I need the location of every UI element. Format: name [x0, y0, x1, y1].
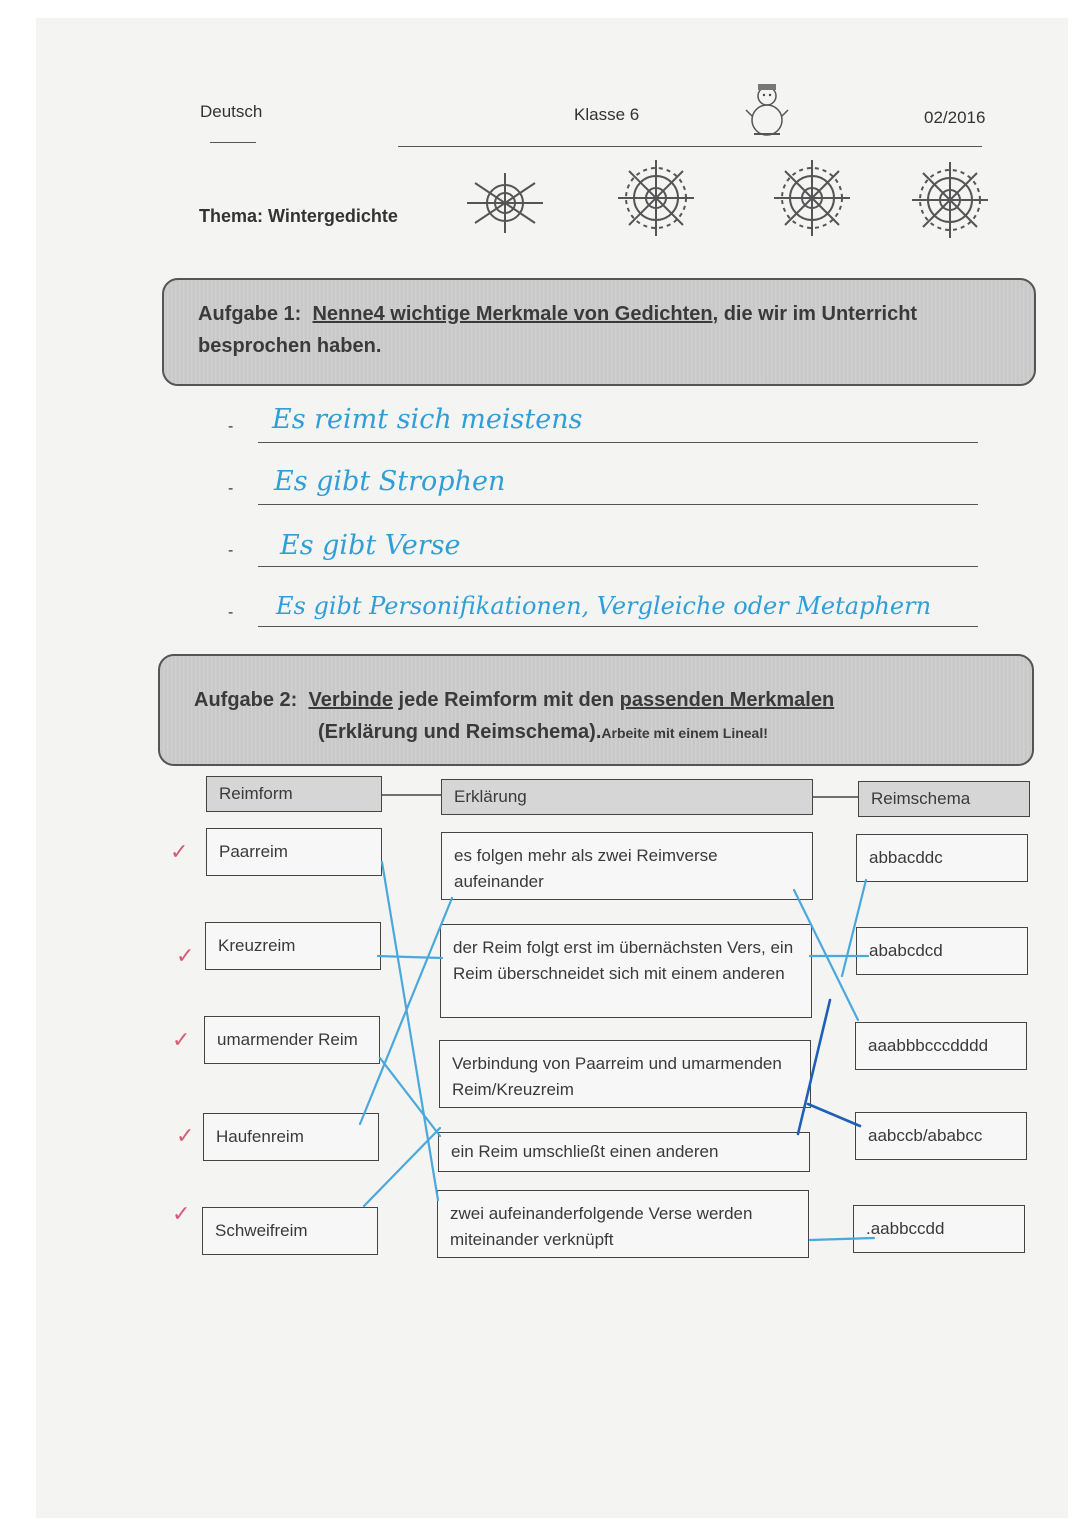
pen-line — [810, 1238, 874, 1240]
erklaerung-1[interactable]: es folgen mehr als zwei Reimverse aufeinander — [441, 832, 813, 900]
task2-text-b: jede Reimform mit den — [392, 689, 620, 711]
date-label: 02/2016 — [924, 108, 986, 127]
reimschema-2[interactable]: ababcdcd — [856, 927, 1028, 975]
topic-title: Thema: Wintergedichte — [199, 206, 398, 226]
pen-line — [798, 1000, 830, 1134]
erklaerung-4[interactable]: ein Reim umschließt einen anderen — [438, 1132, 810, 1172]
reimschema-4[interactable]: aabccb/ababcc — [855, 1112, 1027, 1160]
pen-line — [382, 862, 438, 1200]
pen-line — [842, 880, 866, 976]
erklaerung-2[interactable]: der Reim folgt erst im übernächsten Vers, ein Reim überschneidet sich mit einem anderen — [440, 924, 812, 1018]
pen-line — [378, 956, 442, 958]
reimform-paarreim[interactable]: Paarreim — [206, 828, 382, 876]
header-reimform: Reimform — [206, 776, 382, 812]
bullet: - — [228, 604, 234, 621]
pen-line — [364, 1128, 440, 1206]
check-mark-icon: ✓ — [176, 1124, 195, 1149]
check-mark-icon: ✓ — [172, 1028, 191, 1053]
answer-3[interactable]: Es gibt Verse — [280, 530, 461, 561]
reimschema-3[interactable]: aaabbbcccdddd — [855, 1022, 1027, 1070]
answer-1[interactable]: Es reimt sich meistens — [272, 404, 583, 435]
task1-text-a: Nenne4 wichtige Merkmale von Gedichten, — [312, 303, 719, 325]
pen-line — [808, 1104, 860, 1126]
task1-label: Aufgabe 1: — [198, 303, 302, 325]
task2-ruler-note: Arbeite mit einem Lineal! — [601, 725, 768, 741]
task2-text-a: Verbinde — [308, 689, 393, 711]
erklaerung-5[interactable]: zwei aufeinanderfolgende Verse werden miteinander verknüpft — [437, 1190, 809, 1258]
reimform-kreuzreim[interactable]: Kreuzreim — [205, 922, 381, 970]
erklaerung-3[interactable]: Verbindung von Paarreim und umarmenden Reim/Kreuzreim — [439, 1040, 811, 1108]
reimform-haufenreim[interactable]: Haufenreim — [203, 1113, 379, 1161]
task2-text-d: (Erklärung und Reimschema). — [318, 721, 602, 743]
reimform-schweifreim[interactable]: Schweifreim — [202, 1207, 378, 1255]
bullet: - — [228, 542, 234, 559]
answer-4[interactable]: Es gibt Personifikationen, Vergleiche oder Metaphern — [276, 592, 932, 620]
check-mark-icon: ✓ — [176, 944, 195, 969]
bullet: - — [228, 480, 234, 497]
task1-text-b: die wir im Unterricht — [718, 303, 918, 325]
task2-label: Aufgabe 2: — [194, 689, 298, 711]
check-mark-icon: ✓ — [170, 840, 189, 865]
header-reimschema: Reimschema — [858, 781, 1030, 817]
grade-label: Klasse 6 — [574, 105, 640, 124]
answer-2[interactable]: Es gibt Strophen — [274, 466, 506, 497]
check-mark-icon: ✓ — [172, 1202, 191, 1227]
task2-text-c: passenden Merkmalen — [619, 689, 835, 711]
task1-text-c: besprochen haben. — [198, 335, 382, 357]
header-erklaerung: Erklärung — [441, 779, 813, 815]
reimschema-5[interactable]: .aabbccdd — [853, 1205, 1025, 1253]
reimform-umarmender-reim[interactable]: umarmender Reim — [204, 1016, 380, 1064]
bullet: - — [228, 418, 234, 435]
pen-line — [380, 1058, 440, 1136]
subject-label: Deutsch — [200, 102, 263, 121]
reimschema-1[interactable]: abbacddc — [856, 834, 1028, 882]
